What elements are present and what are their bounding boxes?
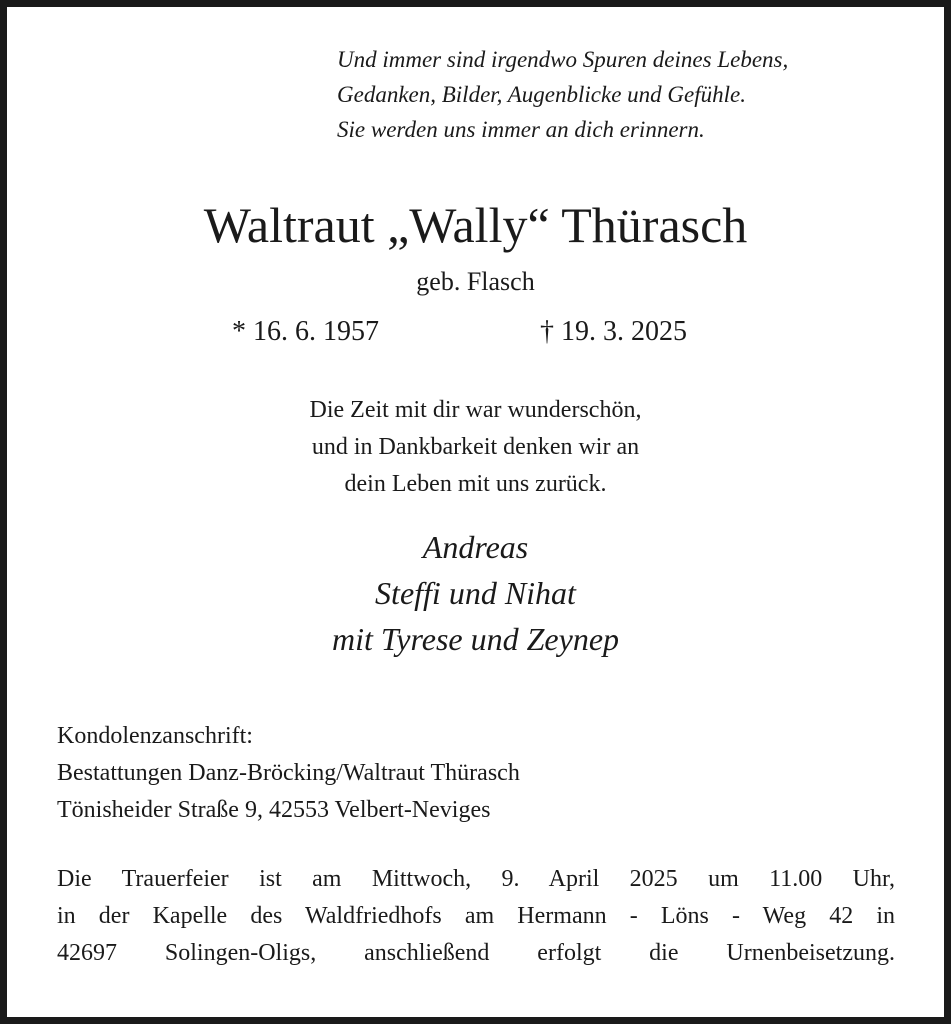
condolence-address: [57, 718, 520, 829]
address-line: Tönisheider Straße 9, 42553 Velbert-Neviges: [57, 797, 491, 823]
poem-line: Sie werden uns immer an dich erinnern.: [337, 117, 705, 142]
verse-line: dein Leben mit uns zurück.: [344, 471, 607, 497]
condolence-label: Kondolenzanschrift:: [57, 723, 253, 749]
mourner-line: mit Tyrese und Zeynep: [331, 621, 620, 657]
memorial-poem: [337, 42, 788, 147]
ceremony-line: Die Trauerfeier ist am Mittwoch, 9. April 2025 um 11.00 Uhr,: [57, 866, 895, 892]
ceremony-line: 42697 Solingen-Oligs, anschließend erfolgt die Urnenbeisetzung.: [57, 940, 895, 966]
verse-line: Die Zeit mit dir war wunderschön,: [309, 397, 642, 423]
mourner-line: Steffi und Nihat: [375, 575, 576, 611]
poem-line: Gedanken, Bilder, Augenblicke und Gefühle.: [337, 82, 746, 107]
poem-line: Und immer sind irgendwo Spuren deines Lebens,: [337, 47, 789, 72]
death-date: † 19. 3. 2025: [540, 316, 687, 347]
mourner-line: Andreas: [422, 529, 529, 565]
deceased-name: Waltraut „Wally“ Thürasch: [203, 197, 748, 253]
address-line: Bestattungen Danz-Bröcking/Waltraut Thürasch: [57, 760, 520, 786]
ceremony-line: in der Kapelle des Waldfriedhofs am Hermann - Löns - Weg 42 in: [57, 903, 895, 929]
remembrance-verse: [0, 392, 951, 503]
mourners-list: [0, 524, 951, 662]
funeral-ceremony-notice: [57, 861, 895, 972]
maiden-name: geb. Flasch: [416, 267, 535, 296]
birth-date: * 16. 6. 1957: [232, 316, 379, 347]
verse-line: und in Dankbarkeit denken wir an: [311, 434, 640, 460]
